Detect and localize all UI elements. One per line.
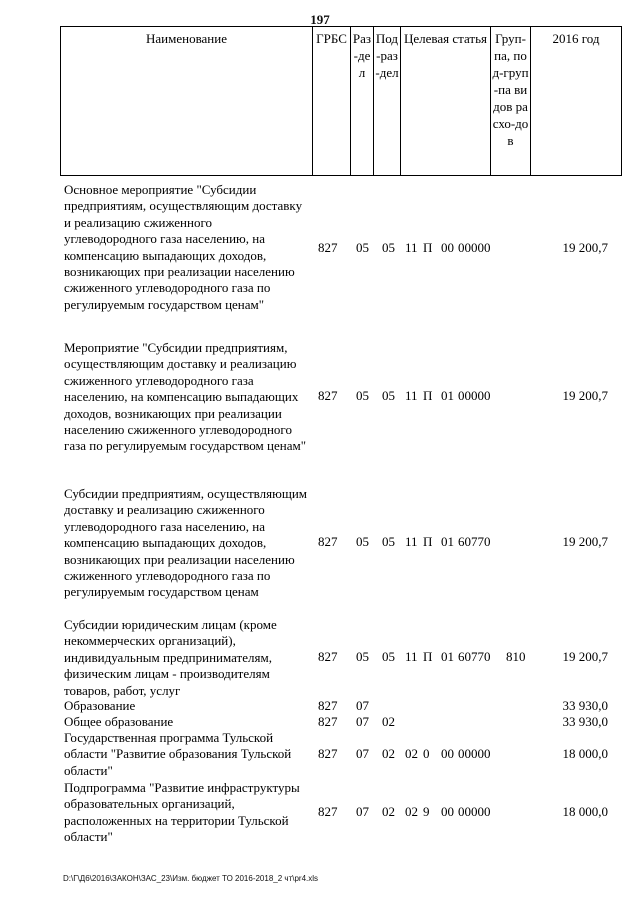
row-cs-direction: 00000: [458, 240, 491, 255]
row-sum: 33 930,0: [562, 714, 608, 729]
row-cs-event: 01: [441, 388, 454, 403]
row-cs-event: 00: [441, 746, 454, 761]
row-sum: 18 000,0: [562, 804, 608, 819]
row-cs-event: 01: [441, 649, 454, 664]
row-cs-subprogram: П: [423, 649, 433, 664]
row-cs-subprogram: П: [423, 240, 433, 255]
row-podrazdel: 02: [382, 714, 395, 729]
row-razdel: 05: [356, 388, 369, 403]
row-sum: 19 200,7: [562, 534, 608, 549]
row-cs-subprogram: 9: [423, 804, 430, 819]
row-cs-program: 11: [405, 388, 418, 403]
row-razdel: 05: [356, 534, 369, 549]
row-name: Подпрограмма "Развитие инфраструктуры образовательных организаций, расположенных на территории Тульской области": [64, 780, 300, 845]
row-grbs: 827: [318, 714, 338, 729]
row-cs-direction: 00000: [458, 804, 491, 819]
row-vid: 810: [506, 649, 526, 664]
row-name: Общее образование: [64, 714, 174, 729]
row-name: Государственная программа Тульской области "Развитие образования Тульской области": [64, 730, 292, 778]
row-grbs: 827: [318, 534, 338, 549]
file-path-footer: D:\Г\Д6\2016\ЗАКОН\ЗАС_23\Изм. бюджет ТО 2016-2018_2 чт\pr4.xls: [63, 874, 319, 883]
header-razdel: Раз-дел: [351, 27, 374, 176]
row-razdel: 07: [356, 804, 369, 819]
header-celevaya: Целевая статья: [401, 27, 491, 176]
row-sum: 19 200,7: [562, 388, 608, 403]
row-razdel: 05: [356, 240, 369, 255]
row-razdel: 07: [356, 746, 369, 761]
row-cs-direction: 00000: [458, 746, 491, 761]
row-podrazdel: 05: [382, 534, 395, 549]
header-vid: Груп-па, под-груп-па видов расхо-дов: [491, 27, 531, 176]
row-podrazdel: 02: [382, 746, 395, 761]
row-cs-subprogram: П: [423, 388, 433, 403]
row-sum: 18 000,0: [562, 746, 608, 761]
row-sum: 33 930,0: [562, 698, 608, 713]
row-name: Основное мероприятие "Субсидии предприятиям, осуществляющим доставку и реализацию сжиженного углеводородного газа населению, на компенсацию выпадающих доходов, возникающих при реализации населению сжиженного углеводородного газа по регулируемым государством ценам": [64, 182, 303, 312]
row-cs-subprogram: 0: [423, 746, 430, 761]
page-number: 197: [310, 12, 330, 27]
table-header: [60, 26, 622, 176]
header-podrazdel: Под-раз-дел: [374, 27, 401, 176]
row-podrazdel: 05: [382, 388, 395, 403]
row-grbs: 827: [318, 388, 338, 403]
row-razdel: 05: [356, 649, 369, 664]
row-cs-subprogram: П: [423, 534, 433, 549]
row-grbs: 827: [318, 804, 338, 819]
header-year: 2016 год: [531, 27, 622, 176]
row-name: Субсидии предприятиям, осуществляющим доставку и реализацию сжиженного углеводородного газа населению, на компенсацию выпадающих доходов, возникающих при реализации населению сжиженного углеводородного газа по регулируемым государством ценам: [64, 486, 308, 600]
row-name: Мероприятие "Субсидии предприятиям, осуществляющим доставку и реализацию сжиженного углеводородного газа населению, на компенсацию выпадающих доходов, возникающих при реализации населению сжиженного углеводородного газа по регулируемым государством ценам": [64, 340, 307, 454]
row-cs-event: 00: [441, 240, 454, 255]
row-podrazdel: 02: [382, 804, 395, 819]
row-podrazdel: 05: [382, 649, 395, 664]
row-cs-program: 11: [405, 240, 418, 255]
row-name: Субсидии юридическим лицам (кроме некоммерческих организаций), индивидуальным предпринимателям, физическим лицам - производителям товаров, работ, услуг: [64, 617, 277, 698]
row-cs-program: 11: [405, 649, 418, 664]
row-sum: 19 200,7: [562, 240, 608, 255]
row-grbs: 827: [318, 746, 338, 761]
header-name: Наименование: [61, 27, 313, 176]
row-cs-program: 11: [405, 534, 418, 549]
row-cs-program: 02: [405, 804, 418, 819]
row-razdel: 07: [356, 714, 369, 729]
row-razdel: 07: [356, 698, 369, 713]
row-cs-event: 00: [441, 804, 454, 819]
row-cs-program: 02: [405, 746, 418, 761]
row-sum: 19 200,7: [562, 649, 608, 664]
row-grbs: 827: [318, 698, 338, 713]
row-cs-direction: 60770: [458, 649, 491, 664]
row-grbs: 827: [318, 649, 338, 664]
row-grbs: 827: [318, 240, 338, 255]
row-name: Образование: [64, 698, 136, 713]
header-grbs: ГРБС: [313, 27, 351, 176]
row-cs-direction: 60770: [458, 534, 491, 549]
row-podrazdel: 05: [382, 240, 395, 255]
row-cs-event: 01: [441, 534, 454, 549]
row-cs-direction: 00000: [458, 388, 491, 403]
